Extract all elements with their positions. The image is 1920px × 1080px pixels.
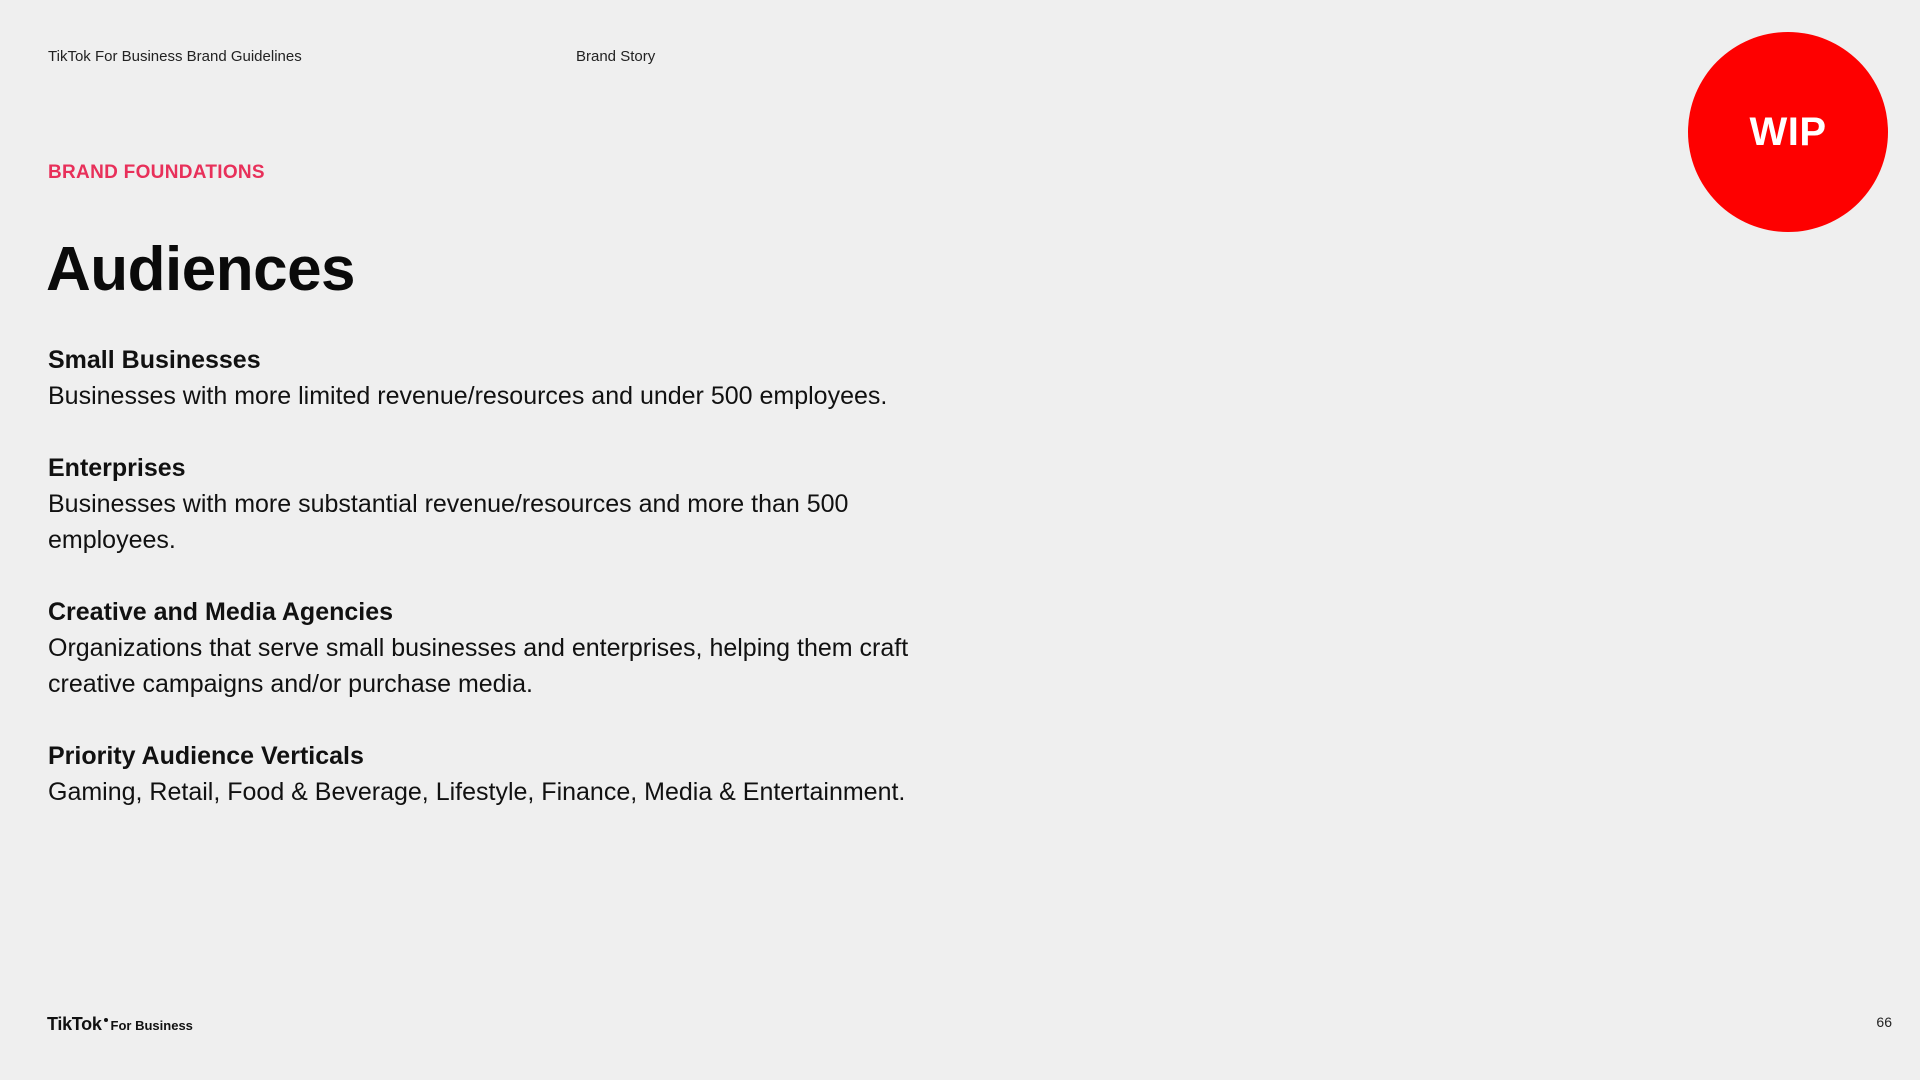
audience-description: Gaming, Retail, Food & Beverage, Lifestyle, Finance, Media & Entertainment.: [48, 778, 906, 806]
audience-name: Small Businesses: [48, 346, 261, 374]
audience-list: [48, 342, 1008, 846]
wip-badge-label: WIP: [1749, 109, 1827, 154]
wip-badge: [1688, 32, 1888, 232]
section-eyebrow: BRAND FOUNDATIONS: [48, 162, 265, 183]
audience-description: Businesses with more substantial revenue/resources and more than 500 employees.: [48, 490, 849, 554]
audience-item-enterprises: [48, 450, 1008, 558]
audience-name: Priority Audience Verticals: [48, 742, 364, 770]
tiktok-for-business-logo: [47, 1014, 193, 1035]
document-title: TikTok For Business Brand Guidelines: [48, 48, 302, 65]
audience-item-priority-verticals: [48, 738, 1008, 810]
page-title: Audiences: [46, 235, 356, 304]
audience-name: Creative and Media Agencies: [48, 598, 394, 626]
audience-item-agencies: [48, 594, 1008, 702]
audience-description: Businesses with more limited revenue/resources and under 500 employees.: [48, 382, 888, 410]
logo-dot-icon: [104, 1018, 108, 1022]
section-label: Brand Story: [576, 48, 656, 65]
audience-name: Enterprises: [48, 454, 186, 482]
logo-sub: For Business: [110, 1018, 193, 1033]
audience-description: Organizations that serve small businesses and enterprises, helping them craft creative campaigns and/or purchase media.: [48, 634, 909, 698]
audience-item-small-businesses: [48, 342, 1008, 414]
logo-brand: TikTok: [47, 1014, 102, 1034]
page-number: 66: [1876, 1014, 1892, 1030]
